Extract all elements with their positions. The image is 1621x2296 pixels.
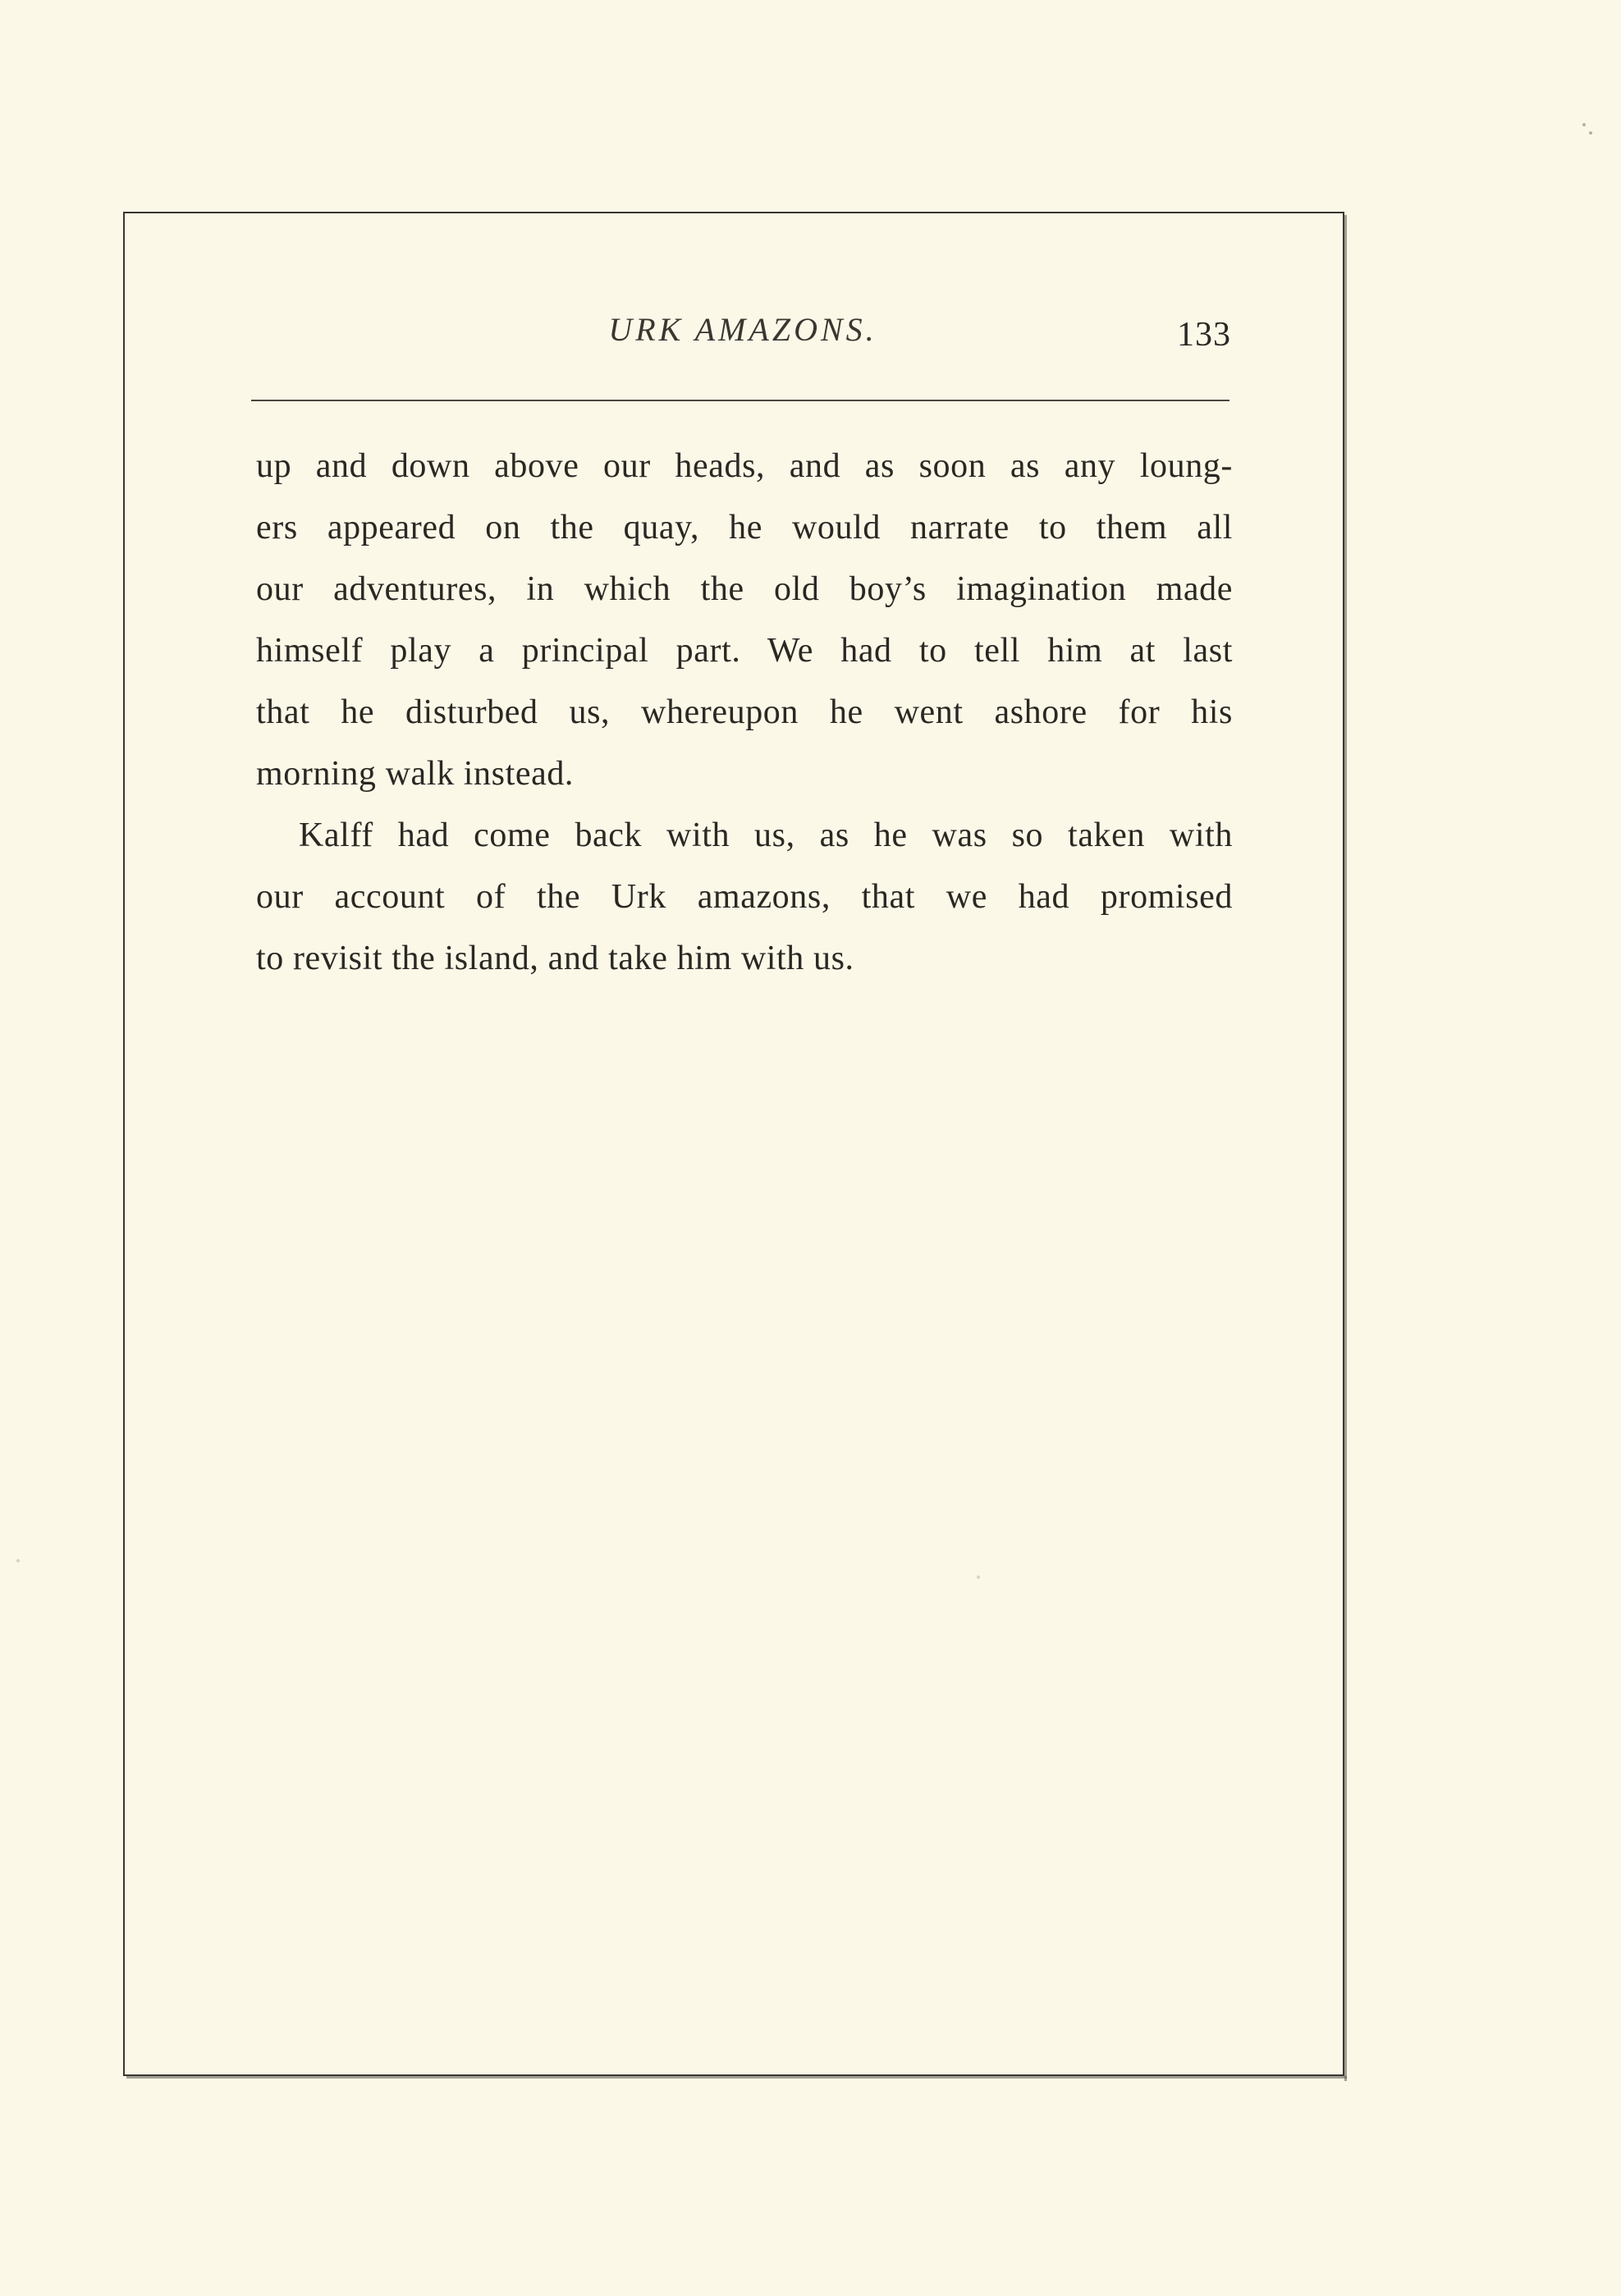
page-border-edge-bottom bbox=[126, 2076, 1347, 2079]
paper-speck bbox=[16, 1559, 20, 1562]
paper-speck bbox=[1582, 123, 1586, 126]
paragraph-1 bbox=[256, 436, 1233, 805]
paper-speck bbox=[977, 1576, 980, 1579]
text-line: up and down above our heads, and as soon as any loung- bbox=[256, 447, 1233, 485]
page-number: 133 bbox=[1177, 316, 1231, 354]
text-line: Kalff had come back with us, as he was so taken with bbox=[299, 816, 1233, 854]
header-rule bbox=[251, 400, 1229, 401]
running-title: URK AMAZONS. bbox=[608, 311, 877, 348]
text-line: to revisit the island, and take him with us. bbox=[256, 940, 854, 977]
text-line: himself play a principal part. We had to tell him at last bbox=[256, 632, 1233, 670]
running-head bbox=[254, 310, 1231, 368]
text-line: ers appeared on the quay, he would narrate to them all bbox=[256, 509, 1233, 547]
body-text bbox=[256, 436, 1233, 990]
paper-speck bbox=[1589, 131, 1592, 135]
text-line: morning walk instead. bbox=[256, 755, 575, 793]
text-line: that he disturbed us, whereupon he went ashore for his bbox=[256, 693, 1233, 731]
paragraph-2 bbox=[256, 805, 1233, 990]
page-border-edge-right bbox=[1344, 215, 1347, 2081]
text-line: our account of the Urk amazons, that we had promised bbox=[256, 878, 1233, 916]
text-line: our adventures, in which the old boy’s imagination made bbox=[256, 570, 1233, 608]
